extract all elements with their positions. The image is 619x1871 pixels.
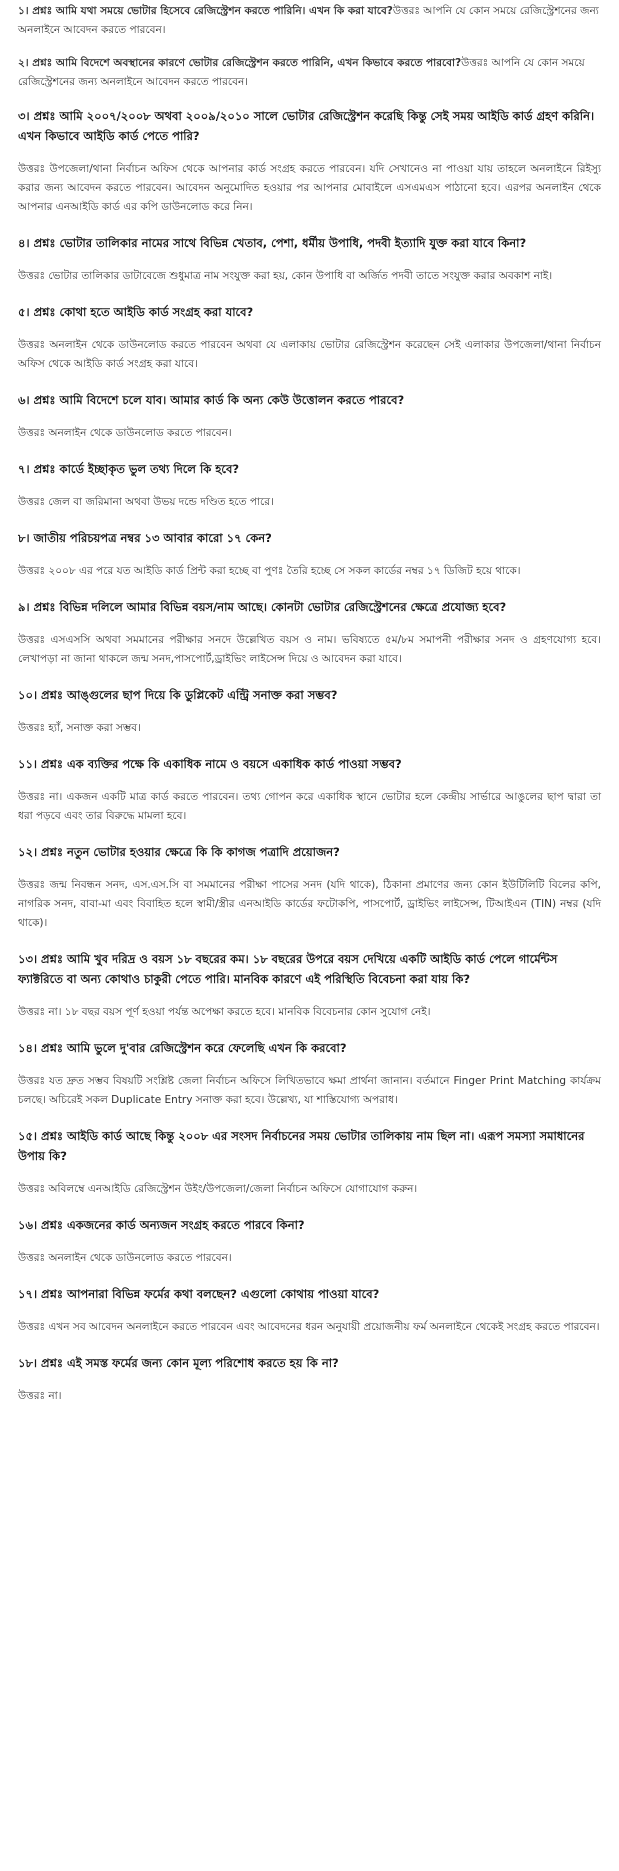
faq-item-4 — [18, 233, 601, 286]
faq-question-3: ৩। প্রশ্নঃ আমি ২০০৭/২০০৮ অথবা ২০০৯/২০১০ সালে ভোটার রেজিস্ট্রেশন করেছি কিন্তু সেই সময় আইডি কার্ড গ্রহণ করিনি। এখন কিভাবে আইডি কার্ড পেতে পারি? — [18, 109, 595, 143]
faq-question-15: ১৫। প্রশ্নঃ আইডি কার্ড আছে কিন্তু ২০০৮ এর সংসদ নির্বাচনের সময় ভোটার তালিকায় নাম ছিল না। এরূপ সমস্যা সমাধানের উপায় কি? — [18, 1129, 585, 1163]
faq-answer-text: উত্তরঃ আপনি যে কোন সময়ে রেজিস্ট্রেশনের জন্য অনলাইনে আবেদন করতে পারবেন। — [18, 57, 585, 88]
faq-answer-10: উত্তরঃ হ্যাঁ, সনাক্ত করা সম্ভব। — [18, 722, 141, 734]
faq-question-4: ৪। প্রশ্নঃ ভোটার তালিকার নামের সাথে বিভিন্ন খেতাব, পেশা, ধর্মীয় উপাধি, পদবী ইত্যাদি যুক্ত করা যাবে কিনা? — [18, 236, 527, 250]
faq-answer-18: উত্তরঃ না। — [18, 1390, 62, 1402]
faq-answer-text: উত্তরঃ আপনি যে কোন সময়ে রেজিস্ট্রেশনের জন্য অনলাইনে আবেদন করতে পারবেন। — [18, 5, 599, 36]
faq-question-2 — [18, 54, 601, 92]
faq-answer-3: উত্তরঃ উপজেলা/থানা নির্বাচন অফিস থেকে আপনার কার্ড সংগ্রহ করতে পারবেন। যদি সেখানেও না পাওয়া যায় তাহলে অনলাইনে রিইস্যু করার জন্য আবেদন করতে পারবেন। আবেদন অনুমোদিত হওয়ার পর আপনার মোবাইলে এসএমএস পাঠানো হবে। এরপর অনলাইন থেকে আপনার এনআইডি কার্ড এর কপি ডাউনলোড করে নিন। — [18, 163, 601, 213]
faq-answer-15: উত্তরঃ অবিলম্বে এনআইডি রেজিস্ট্রেশন উইং/উপজেলা/জেলা নির্বাচন অফিসে যোগাযোগ করুন। — [18, 1183, 418, 1195]
faq-answer-12: উত্তরঃ জন্ম নিবন্ধন সনদ, এস.এস.সি বা সমমানের পরীক্ষা পাসের সনদ (যদি থাকে), ঠিকানা প্রমাণের জন্য কোন ইউটিলিটি বিলের কপি, নাগরিক সনদ, বাবা-মা এবং বিবাহিত হলে স্বামী/স্ত্রীর এনআইডি কার্ডের ফটোকপি, পাসপোর্ট, ড্রাইভিং লাইসেন্স, টিআইএন (TIN) নম্বর (যদি থাকে)। — [18, 879, 601, 929]
faq-question-17: ১৭। প্রশ্নঃ আপনারা বিভিন্ন ফর্মের কথা বলছেন? এগুলো কোথায় পাওয়া যাবে? — [18, 1287, 380, 1301]
faq-question-6: ৬। প্রশ্নঃ আমি বিদেশে চলে যাব। আমার কার্ড কি অন্য কেউ উত্তোলন করতে পারবে? — [18, 393, 405, 407]
faq-question-10: ১০। প্রশ্নঃ আঙ্গুলের ছাপ দিয়ে কি ডুপ্লিকেট এন্ট্রি সনাক্ত করা সম্ভব? — [18, 688, 338, 702]
faq-item-5 — [18, 302, 601, 374]
faq-item-6 — [18, 390, 601, 443]
faq-item-15 — [18, 1126, 601, 1199]
faq-item-1 — [18, 2, 601, 40]
faq-question-14: ১৪। প্রশ্নঃ আমি ভুলে দু'বার রেজিস্ট্রেশন করে ফেলেছি এখন কি করবো? — [18, 1041, 347, 1055]
faq-item-18 — [18, 1353, 601, 1406]
faq-question-16: ১৬। প্রশ্নঃ একজনের কার্ড অন্যজন সংগ্রহ করতে পারবে কিনা? — [18, 1218, 305, 1232]
faq-answer-13: উত্তরঃ না। ১৮ বছর বয়স পূর্ণ হওয়া পর্যন্ত অপেক্ষা করতে হবে। মানবিক বিবেচনার কোন সুযোগ নেই। — [18, 1006, 431, 1018]
faq-answer-6: উত্তরঃ অনলাইন থেকে ডাউনলোড করতে পারবেন। — [18, 427, 232, 439]
faq-answer-7: উত্তরঃ জেল বা জরিমানা অথবা উভয় দন্ডে দণ্ডিত হতে পারে। — [18, 496, 274, 508]
faq-answer-8: উত্তরঃ ২০০৮ এর পরে যত আইডি কার্ড প্রিন্ট করা হচ্ছে বা পুণঃ তৈরি হচ্ছে সে সকল কার্ডের নম্বর ১৭ ডিজিট হয়ে থাকে। — [18, 565, 521, 577]
faq-question-text: ১। প্রশ্নঃ আমি যথা সময়ে ভোটার হিসেবে রেজিস্ট্রেশন করতে পারিনি। এখন কি করা যাবে? — [18, 5, 393, 17]
faq-item-11 — [18, 754, 601, 826]
faq-item-9 — [18, 597, 601, 669]
faq-item-14 — [18, 1038, 601, 1110]
faq-answer-17: উত্তরঃ এখন সব আবেদন অনলাইনে করতে পারবেন এবং আবেদনের ধরন অনুযায়ী প্রয়োজনীয় ফর্ম অনলাইনে থেকেই সংগ্রহ করতে পারবেন। — [18, 1321, 600, 1333]
faq-question-5: ৫। প্রশ্নঃ কোথা হতে আইডি কার্ড সংগ্রহ করা যাবে? — [18, 305, 254, 319]
faq-question-11: ১১। প্রশ্নঃ এক ব্যক্তির পক্ষে কি একাধিক নামে ও বয়সে একাধিক কার্ড পাওয়া সম্ভব? — [18, 757, 402, 771]
faq-answer-14: উত্তরঃ যত দ্রুত সম্ভব বিষয়টি সংশ্লিষ্ট জেলা নির্বাচন অফিসে লিখিতভাবে ক্ষমা প্রার্থনা জানান। বর্তমানে Finger Print Matching কার্যক্রম চলছে। অচিরেই সকল Duplicate Entry সনাক্ত করা হবে। উল্লেখ্য, যা শাস্তিযোগ্য অপরাধ। — [18, 1075, 601, 1106]
faq-item-8 — [18, 528, 601, 581]
faq-answer-9: উত্তরঃ এসএসসি অথবা সমমানের পরীক্ষার সনদে উল্লেখিত বয়স ও নাম। ভবিষ্যতে ৫ম/৮ম সমাপনী পরীক্ষার সনদ ও গ্রহণযোগ্য হবে। লেখাপড়া না জানা থাকলে জন্ম সনদ,পাসপোর্ট,ড্রাইভিং লাইসেন্স দিয়ে ও আবেদন করা যাবে। — [18, 634, 601, 665]
faq-question-13: ১৩। প্রশ্নঃ আমি খুব দরিদ্র ও বয়স ১৮ বছরের কম। ১৮ বছরের উপরে বয়স দেখিয়ে একটি আইডি কার্ড পেলে গার্মেন্টস ফ্যাক্টরিতে বা অন্য কোথাও চাকুরী পেতে পারি। মানবিক কারণে এই পরিস্থিতি বিবেচনা করা যায় কি? — [18, 952, 558, 986]
faq-item-12 — [18, 842, 601, 933]
faq-item-13 — [18, 949, 601, 1022]
faq-answer-16: উত্তরঃ অনলাইন থেকে ডাউনলোড করতে পারবেন। — [18, 1252, 232, 1264]
faq-answer-11: উত্তরঃ না। একজন একটি মাত্র কার্ড করতে পারবেন। তথ্য গোপন করে একাধিক স্থানে ভোটার হলে কেন্দ্রীয় সার্ভারে আঙুলের ছাপ দ্বারা তা ধরা পড়বে এবং তার বিরুদ্ধে মামলা হবে। — [18, 791, 601, 822]
faq-answer-5: উত্তরঃ অনলাইন থেকে ডাউনলোড করতে পারবেন অথবা যে এলাকায় ভোটার রেজিস্ট্রেশন করেছেন সেই এলাকার উপজেলা/থানা নির্বাচন অফিস থেকে আইডি কার্ড সংগ্রহ করা যাবে। — [18, 339, 601, 370]
faq-question-9: ৯। প্রশ্নঃ বিভিন্ন দলিলে আমার বিভিন্ন বয়স/নাম আছে। কোনটা ভোটার রেজিস্ট্রেশনের ক্ষেত্রে প্রযোজ্য হবে? — [18, 600, 507, 614]
faq-question-1 — [18, 2, 601, 40]
faq-answer-4: উত্তরঃ ভোটার তালিকার ডাটাবেজে শুধুমাত্র নাম সংযুক্ত করা হয়, কোন উপাধি বা অর্জিত পদবী তাতে সংযুক্ত করার অবকাশ নাই। — [18, 270, 553, 282]
faq-question-text: ২। প্রশ্নঃ আমি বিদেশে অবস্থানের কারণে ভোটার রেজিস্ট্রেশন করতে পারিনি, এখন কিভাবে করতে পারবো? — [18, 57, 462, 69]
faq-question-7: ৭। প্রশ্নঃ কার্ডে ইচ্ছাকৃত ভুল তথ্য দিলে কি হবে? — [18, 462, 240, 476]
faq-item-7 — [18, 459, 601, 512]
faq-item-17 — [18, 1284, 601, 1337]
faq-question-12: ১২। প্রশ্নঃ নতুন ভোটার হওয়ার ক্ষেত্রে কি কি কাগজ পত্রাদি প্রয়োজন? — [18, 845, 340, 859]
faq-item-16 — [18, 1215, 601, 1268]
faq-question-8: ৮। জাতীয় পরিচয়পত্র নম্বর ১৩ আবার কারো ১৭ কেন? — [18, 531, 272, 545]
faq-question-18: ১৮। প্রশ্নঃ এই সমস্ত ফর্মের জন্য কোন মূল্য পরিশোধ করতে হয় কি না? — [18, 1356, 339, 1370]
faq-item-2 — [18, 54, 601, 92]
faq-item-3 — [18, 106, 601, 217]
faq-item-10 — [18, 685, 601, 738]
